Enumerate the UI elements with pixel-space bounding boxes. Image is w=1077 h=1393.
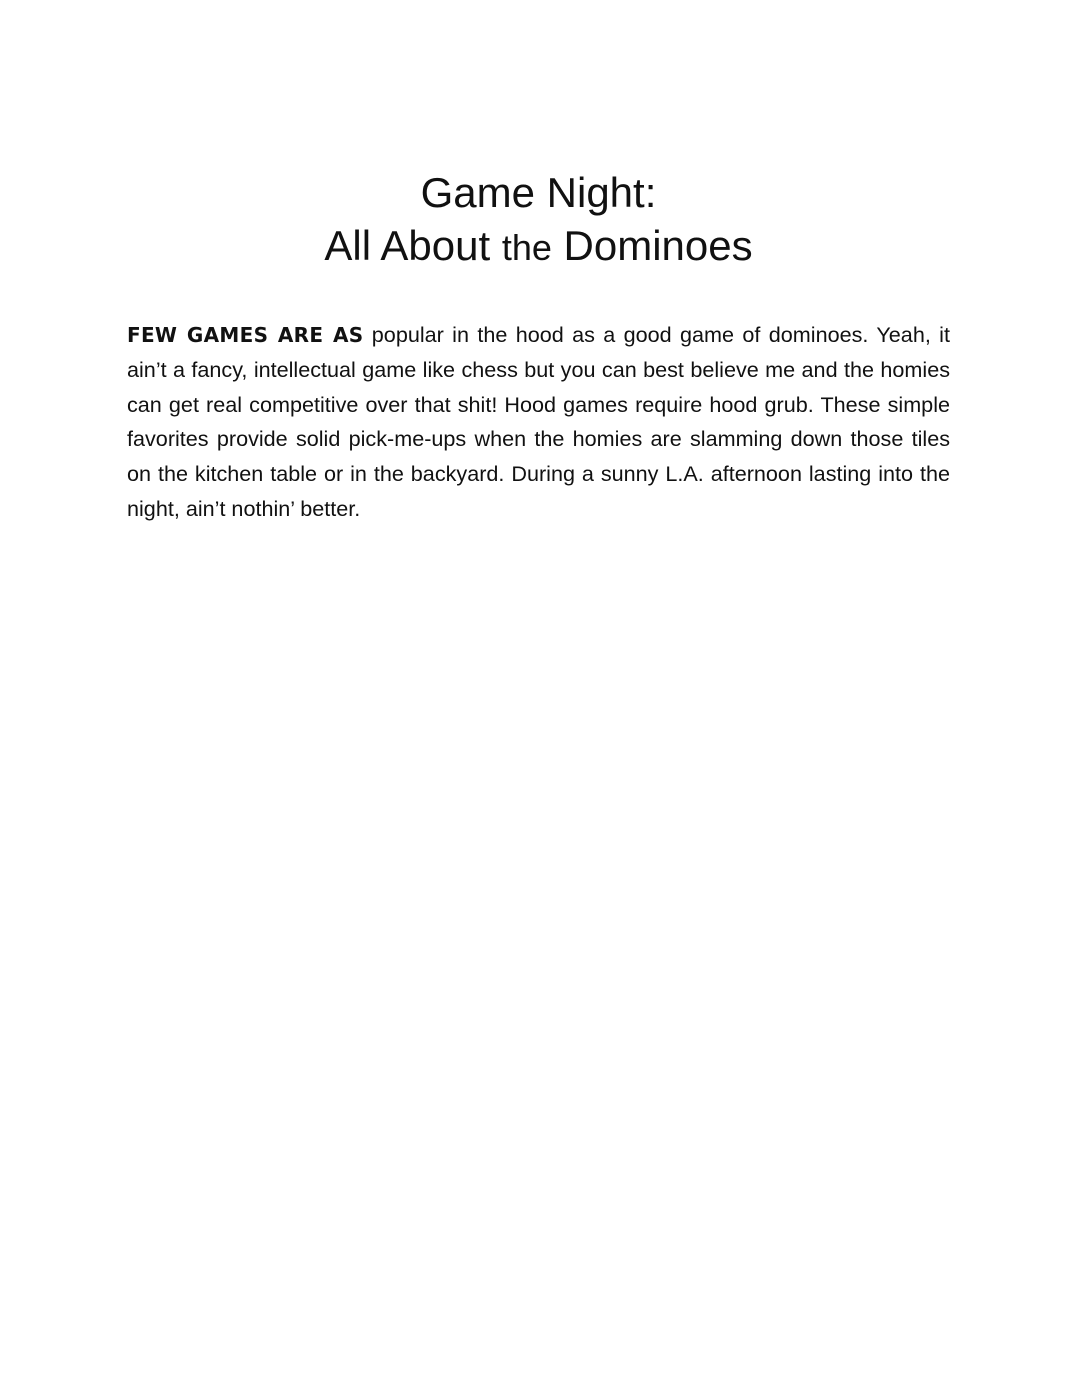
intro-paragraph [127,318,950,527]
paragraph-lead-in: FEW GAMES ARE AS [127,323,364,347]
page-title [0,166,1077,274]
title-line-1: Game Night: [420,169,657,216]
paragraph-text: popular in the hood as a good game of dominoes. Yeah, it ain’t a fancy, intellectual game like chess but you can best believe me and the homies can get real competitive over that shit! Hood games require hood grub. These simple favorites provide solid pick-me-ups when the homies are slamming down those tiles on the kitchen table or in the backyard. During a sunny L.A. afternoon lasting into the night, ain’t nothin’ better. [127,322,950,521]
title-line-2-part-3: Dominoes [551,222,753,269]
title-line-2-part-1: All About [324,222,502,269]
title-line-2 [0,219,1077,274]
title-line-2-part-2: the [501,227,552,268]
